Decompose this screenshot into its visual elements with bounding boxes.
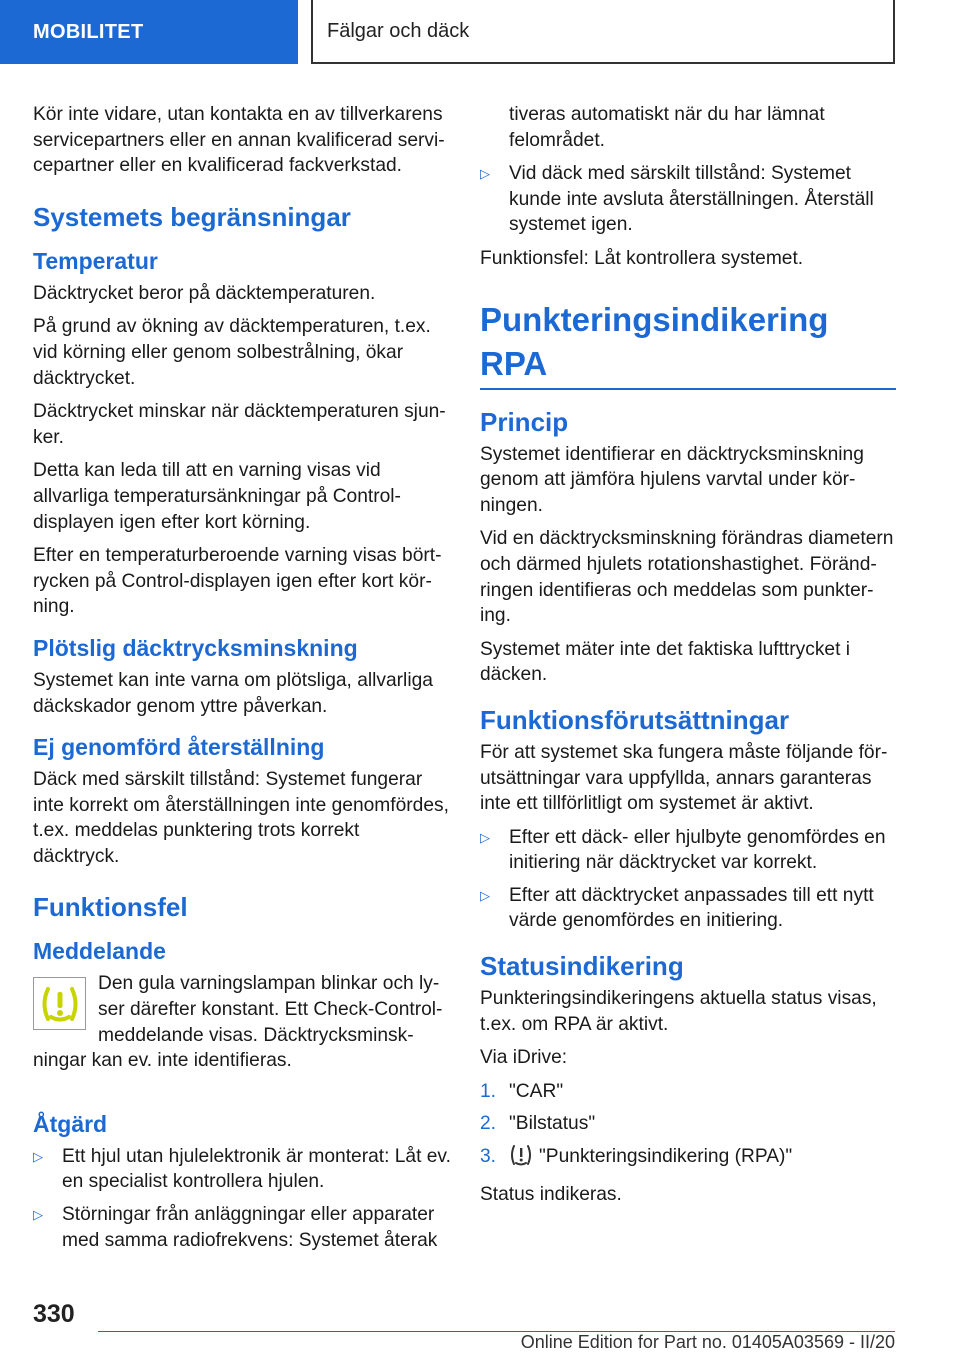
paragraph: Via iDrive: [480, 1047, 568, 1069]
list-item: ▷ Störningar från anläggningar eller apparater med samma radiofrekvens: Systemet återak [33, 1204, 438, 1251]
step-item: 3. "Punkteringsindikering (RPA)" [480, 1144, 896, 1174]
paragraph: Systemet mäter inte det faktiska lufttrycket i däcken. [480, 638, 851, 686]
paragraph: Punkteringsindikeringens aktuella status visas, t.ex. om RPA är aktivt. [480, 988, 877, 1035]
step-item: 1. "CAR" [480, 1080, 564, 1102]
message-heading: Meddelande [33, 938, 166, 965]
intro-paragraph: Kör inte vidare, utan kontakta en av tillverkarens servicepartners eller en annan kvalificerad servicepartner eller en kvalificerad fackverkstad. [33, 104, 445, 177]
list-item: ▷ Ett hjul utan hjulelektronik är monterat: Låt ev. en specialist kontrollera hjulen. [33, 1145, 451, 1193]
tire-pressure-warning-icon [33, 977, 86, 1030]
sudden-loss-heading: Plötslig däcktrycksminskning [33, 634, 358, 661]
fault-heading: Funktionsfel [33, 892, 188, 923]
triangle-bullet-icon: ▷ [480, 887, 490, 903]
paragraph: Status indikeras. [480, 1183, 622, 1205]
action-heading: Åtgärd [33, 1110, 108, 1137]
list-item-continuation: tiveras automatiskt när du har lämnat felområdet. [509, 104, 825, 151]
chapter-title: Fälgar och däck [311, 0, 895, 64]
paragraph: Funktionsfel: Låt kontrollera systemet. [480, 247, 804, 269]
paragraph: På grund av ökning av däcktemperaturen, t.ex. vid körning eller genom solbestrålning, ökar däcktrycket. [33, 316, 431, 389]
reset-heading: Ej genomförd återställning [33, 734, 325, 761]
message-paragraph: Den gula varningslampan blinkar och lyser därefter konstant. Ett Check-Control-meddelande visas. Däcktrycksminskningar kan ev. inte identifieras. [33, 973, 443, 1072]
idrive-steps [480, 1079, 896, 1174]
triangle-bullet-icon: ▷ [33, 1207, 43, 1223]
paragraph: Däcktrycket beror på däcktemperaturen. [33, 282, 376, 304]
list-item: ▷ Efter att däcktrycket anpassades till ett nytt värde genomfördes en initiering. [480, 884, 874, 932]
paragraph: Systemet kan inte varna om plötsliga, allvarliga däckskador genom yttre påverkan. [33, 669, 433, 717]
page-number: 330 [33, 1300, 75, 1328]
footer-edition: Online Edition for Part no. 01405A03569 - II/20 [520, 1332, 895, 1352]
left-column [33, 102, 451, 1261]
status-heading: Statusindikering [480, 951, 684, 982]
triangle-bullet-icon: ▷ [480, 166, 490, 182]
paragraph: För att systemet ska fungera måste följande förutsättningar vara uppfyllda, annars garanteras inte ett tillförlitligt om systemet är aktivt. [480, 741, 888, 815]
principle-heading: Princip [480, 406, 569, 437]
paragraph: Efter en temperaturberoende varning visas börtrycken på Control-displayen igen efter kort körning. [33, 545, 442, 618]
triangle-bullet-icon: ▷ [33, 1148, 43, 1164]
triangle-bullet-icon: ▷ [480, 829, 490, 845]
list-item: ▷ Efter ett däck- eller hjulbyte genomfördes en initiering när däcktrycket var korrekt. [480, 826, 886, 874]
paragraph: Detta kan leda till att en varning visas vid allvarliga temperatursänkningar på Control-displayen igen efter kort körning. [33, 460, 401, 533]
right-column [480, 102, 896, 1215]
temperature-heading: Temperatur [33, 247, 158, 274]
paragraph: Däck med särskilt tillstånd: Systemet fungerar inte korrekt om återställningen inte genomfördes, t.ex. meddelas punktering trots korrekt däcktryck. [33, 769, 449, 867]
tire-pressure-icon [509, 1144, 533, 1174]
action-list-continued [480, 161, 896, 238]
paragraph: Vid en däcktrycksminskning förändras diametern och därmed hjulets rotationshastighet. Förändringen identifieras och meddelas som punktering. [480, 528, 894, 627]
rpa-heading: Punkteringsindikering RPA [480, 298, 896, 390]
warning-message-block [33, 971, 451, 1081]
paragraph: Däcktrycket minskar när däcktemperaturen sjunker. [33, 401, 446, 448]
section-tab: MOBILITET [0, 0, 298, 64]
list-item: ▷ Vid däck med särskilt tillstånd: Systemet kunde inte avsluta återställningen. Återställ systemet igen. [480, 163, 874, 236]
requirements-heading: Funktionsförutsättningar [480, 704, 790, 735]
requirements-list [480, 825, 896, 934]
limits-heading: Systemets begränsningar [33, 201, 351, 232]
paragraph: Systemet identifierar en däcktrycksminskning genom att jämföra hjulens varvtal under körningen. [480, 443, 864, 516]
step-item: 2. "Bilstatus" [480, 1113, 596, 1135]
action-list [33, 1144, 451, 1253]
